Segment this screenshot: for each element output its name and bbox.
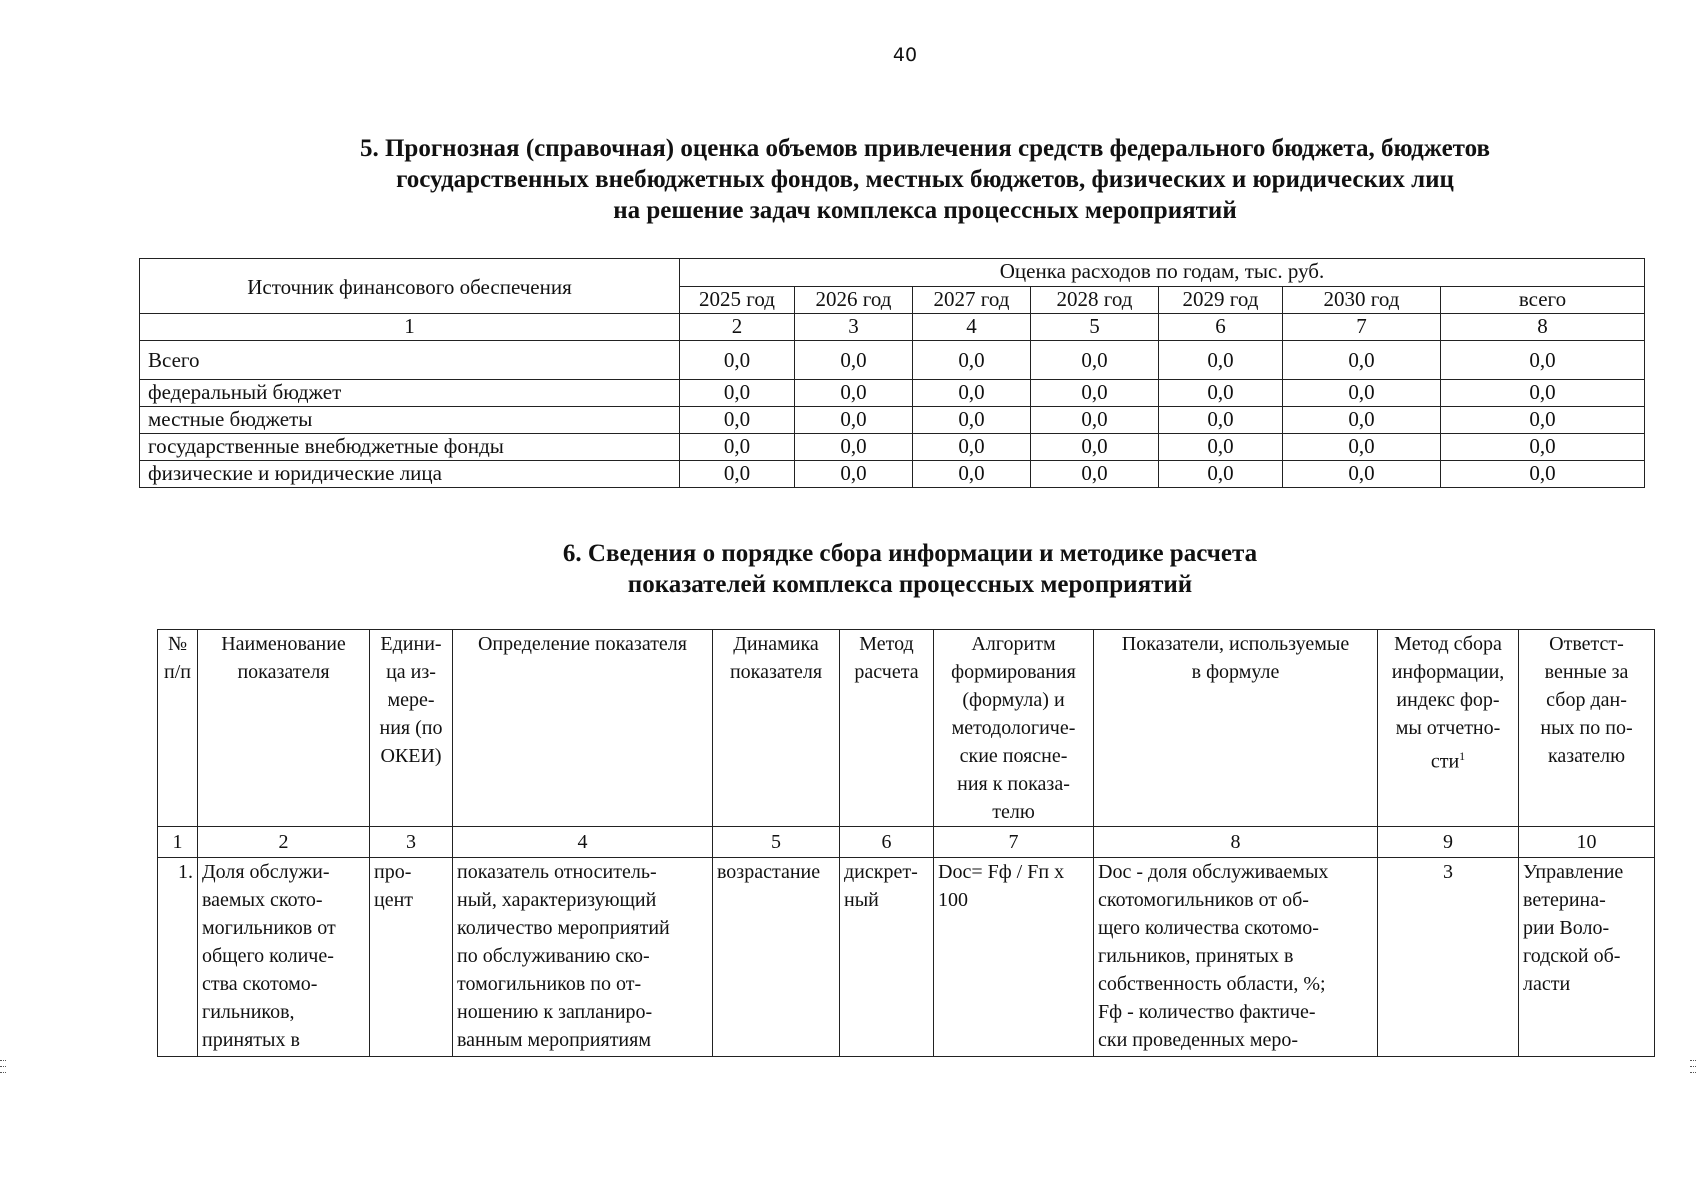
cell-line: цент: [374, 889, 414, 911]
cell-value: 0,0: [1441, 380, 1645, 407]
cell-line: формирования: [951, 661, 1076, 683]
column-header: [370, 630, 453, 827]
cell-line: информации,: [1391, 661, 1505, 683]
column-header: [840, 630, 934, 827]
row-label: Всего: [140, 341, 680, 380]
column-number: 9: [1378, 827, 1519, 858]
cell-line: ных по по-: [1540, 717, 1633, 739]
cell-value: 0,0: [913, 380, 1031, 407]
cell-value: 0,0: [680, 461, 795, 488]
year-header: 2027 год: [913, 287, 1031, 314]
cell-line: Динамика: [733, 633, 819, 655]
cell-line: принятых в: [202, 1029, 300, 1051]
indicator-methodology-table: [157, 629, 1655, 1057]
footnote-mark: 1: [1459, 749, 1466, 763]
table-row: [140, 407, 1645, 434]
section6-title-line: показателей комплекса процессных мероприятий: [627, 571, 1193, 598]
cell-value: 0,0: [795, 434, 913, 461]
year-header: всего: [1441, 287, 1645, 314]
column-number: 1: [158, 827, 198, 858]
cell-line: ванным мероприятиям: [457, 1029, 651, 1051]
cell-line: Ответст-: [1549, 633, 1624, 655]
cell-line: сбор дан-: [1546, 689, 1627, 711]
cell-line: годской об-: [1523, 945, 1621, 967]
cell-line: Doc= Fф / Fп х: [938, 861, 1065, 883]
section5-title-line: государственных внебюджетных фондов, местных бюджетов, физических и юридических лиц: [396, 166, 1454, 193]
year-header: 2029 год: [1159, 287, 1283, 314]
cell-value: 0,0: [1283, 407, 1441, 434]
column-number: 5: [1031, 314, 1159, 341]
column-number: 4: [453, 827, 713, 858]
cell-line: показателя: [237, 661, 330, 683]
cell-line: (формула) и: [962, 689, 1065, 711]
cell-value: 0,0: [1031, 461, 1159, 488]
scan-edge-mark: [0, 1072, 6, 1073]
year-header: 2030 год: [1283, 287, 1441, 314]
column-number: 7: [934, 827, 1094, 858]
cell-line: телю: [992, 801, 1035, 823]
table-cell: [1519, 858, 1655, 1057]
column-number: 4: [913, 314, 1031, 341]
cell-value: 0,0: [1031, 434, 1159, 461]
scan-edge-mark: [1690, 1066, 1696, 1067]
column-header: [934, 630, 1094, 827]
cell-line: Метод сбора: [1394, 633, 1502, 655]
cell-line: методологиче-: [951, 717, 1076, 739]
expense-group-header: Оценка расходов по годам, тыс. руб.: [680, 259, 1645, 287]
cell-value: 0,0: [913, 341, 1031, 380]
cell-value: 0,0: [1159, 407, 1283, 434]
cell-line: мере-: [387, 689, 435, 711]
column-header: [198, 630, 370, 827]
cell-line: возрастание: [717, 861, 821, 883]
table-row: [140, 380, 1645, 407]
table-cell: [840, 858, 934, 1057]
cell-line: скотомогильников от об-: [1098, 889, 1309, 911]
cell-line: Определение показателя: [477, 633, 687, 655]
cell-line: Doc - доля обслуживаемых: [1098, 861, 1329, 883]
column-number: 6: [840, 827, 934, 858]
cell-line: в формуле: [1191, 661, 1280, 683]
row-label: местные бюджеты: [140, 407, 680, 434]
cell-line: Показатели, используемые: [1121, 633, 1350, 655]
column-header: [1094, 630, 1378, 827]
cell-value: 0,0: [1283, 461, 1441, 488]
cell-value: 0,0: [1283, 380, 1441, 407]
cell-line: казателю: [1547, 745, 1626, 767]
table-cell: [370, 858, 453, 1057]
cell-value: 0,0: [1159, 341, 1283, 380]
table-cell: [1378, 858, 1519, 1057]
column-number: 10: [1519, 827, 1655, 858]
cell-line: могильников от: [202, 917, 336, 939]
cell-line: венные за: [1544, 661, 1629, 683]
cell-value: 0,0: [795, 461, 913, 488]
column-header: [158, 630, 198, 827]
column-number: 6: [1159, 314, 1283, 341]
cell-value: 0,0: [1283, 434, 1441, 461]
cell-line: 100: [938, 889, 968, 911]
cell-line: ния (по: [379, 717, 443, 739]
table-cell: [158, 858, 198, 1057]
cell-value: 0,0: [913, 407, 1031, 434]
cell-line: ства скотомо-: [202, 973, 318, 995]
table-row: [140, 434, 1645, 461]
scan-edge-mark: [1690, 1072, 1696, 1073]
section6-title-line: 6. Сведения о порядке сбора информации и методике расчета: [562, 540, 1258, 567]
cell-line: гильников,: [202, 1001, 295, 1023]
year-header: 2028 год: [1031, 287, 1159, 314]
funding-estimate-table: [139, 258, 1645, 488]
column-header: [1519, 630, 1655, 827]
cell-value: 0,0: [913, 434, 1031, 461]
cell-line: Едини-: [380, 633, 442, 655]
table-cell: [198, 858, 370, 1057]
column-header: [453, 630, 713, 827]
cell-line: сти: [1430, 750, 1460, 773]
cell-line: томогильников по от-: [457, 973, 642, 995]
cell-value: 0,0: [1441, 461, 1645, 488]
cell-line: про-: [374, 861, 412, 883]
cell-line: ношению к запланиро-: [457, 1001, 653, 1023]
cell-line: ветерина-: [1523, 889, 1606, 911]
cell-value: 0,0: [795, 407, 913, 434]
cell-value: 0,0: [680, 380, 795, 407]
section5-title-line: 5. Прогнозная (справочная) оценка объемов привлечения средств федерального бюджета, бюджетов: [359, 135, 1491, 162]
cell-line: ния к показа-: [957, 773, 1070, 795]
cell-line: 1.: [178, 861, 193, 883]
cell-value: 0,0: [1283, 341, 1441, 380]
cell-line: Управление: [1523, 861, 1624, 883]
cell-value: 0,0: [1441, 434, 1645, 461]
cell-value: 0,0: [1031, 407, 1159, 434]
cell-line: ваемых ското-: [202, 889, 323, 911]
cell-line: гильников, принятых в: [1098, 945, 1294, 967]
table-cell: [1094, 858, 1378, 1057]
cell-value: 0,0: [1441, 341, 1645, 380]
cell-line: ный: [844, 889, 879, 911]
cell-line: рии Воло-: [1523, 917, 1610, 939]
cell-line: мы отчетно-: [1395, 717, 1501, 739]
cell-value: 0,0: [1159, 461, 1283, 488]
table-row: [158, 858, 1655, 1057]
year-header: 2025 год: [680, 287, 795, 314]
table-cell: [713, 858, 840, 1057]
row-label: физические и юридические лица: [140, 461, 680, 488]
column-number: 2: [198, 827, 370, 858]
cell-value: 0,0: [1031, 341, 1159, 380]
cell-line: ОКЕИ): [380, 745, 442, 767]
cell-line: индекс фор-: [1396, 689, 1500, 711]
cell-line: дискрет-: [844, 861, 918, 883]
cell-line: ласти: [1523, 973, 1571, 995]
cell-line: Метод: [859, 633, 914, 655]
cell-line: ски проведенных меро-: [1098, 1029, 1299, 1051]
scan-edge-mark: [0, 1060, 6, 1061]
column-header: [713, 630, 840, 827]
table-cell: [453, 858, 713, 1057]
column-number: 8: [1441, 314, 1645, 341]
column-number: 2: [680, 314, 795, 341]
column-number: 7: [1283, 314, 1441, 341]
cell-value: 0,0: [1159, 434, 1283, 461]
cell-value: 0,0: [795, 380, 913, 407]
table-cell: [934, 858, 1094, 1057]
cell-line: показателя: [729, 661, 823, 683]
cell-value: 0,0: [913, 461, 1031, 488]
cell-line: ный, характеризующий: [457, 889, 657, 911]
cell-value: 0,0: [1159, 380, 1283, 407]
cell-value: 0,0: [680, 407, 795, 434]
cell-line: Доля обслужи-: [202, 861, 330, 883]
column-number: 3: [795, 314, 913, 341]
scan-edge-mark: [1690, 1060, 1696, 1061]
cell-line: по обслуживанию ско-: [457, 945, 650, 967]
cell-line: 3: [1443, 861, 1453, 883]
column-number: 3: [370, 827, 453, 858]
scan-edge-mark: [0, 1066, 6, 1067]
cell-value: 0,0: [1031, 380, 1159, 407]
cell-line: собственность области, %;: [1098, 973, 1326, 995]
cell-line: Алгоритм: [971, 633, 1056, 655]
row-label: федеральный бюджет: [140, 380, 680, 407]
section6-title: [300, 538, 1520, 600]
column-number: 1: [140, 314, 680, 341]
column-header: [1378, 630, 1519, 827]
cell-value: 0,0: [1441, 407, 1645, 434]
cell-line: щего количества скотомо-: [1098, 917, 1319, 939]
cell-value: 0,0: [680, 434, 795, 461]
cell-value: 0,0: [795, 341, 913, 380]
cell-line: Fф - количество фактиче-: [1098, 1001, 1316, 1023]
cell-line: п/п: [164, 661, 191, 683]
cell-line: расчета: [854, 661, 919, 683]
row-label: государственные внебюджетные фонды: [140, 434, 680, 461]
year-header: 2026 год: [795, 287, 913, 314]
cell-line: ца из-: [386, 661, 436, 683]
source-header: Источник финансового обеспечения: [140, 259, 680, 314]
column-number: 5: [713, 827, 840, 858]
cell-line: Наименование: [221, 633, 346, 655]
cell-value: 0,0: [680, 341, 795, 380]
section5-title-line: на решение задач комплекса процессных мероприятий: [613, 197, 1237, 224]
section5-title: [200, 133, 1650, 226]
column-number: 8: [1094, 827, 1378, 858]
cell-line: №: [167, 633, 188, 655]
table-row: [140, 461, 1645, 488]
cell-line: общего количе-: [202, 945, 334, 967]
cell-line: ские поясне-: [959, 745, 1068, 767]
cell-line: количество мероприятий: [457, 917, 670, 939]
cell-line: показатель относитель-: [457, 861, 657, 883]
page-number: 40: [892, 44, 918, 66]
table-row: [140, 341, 1645, 380]
